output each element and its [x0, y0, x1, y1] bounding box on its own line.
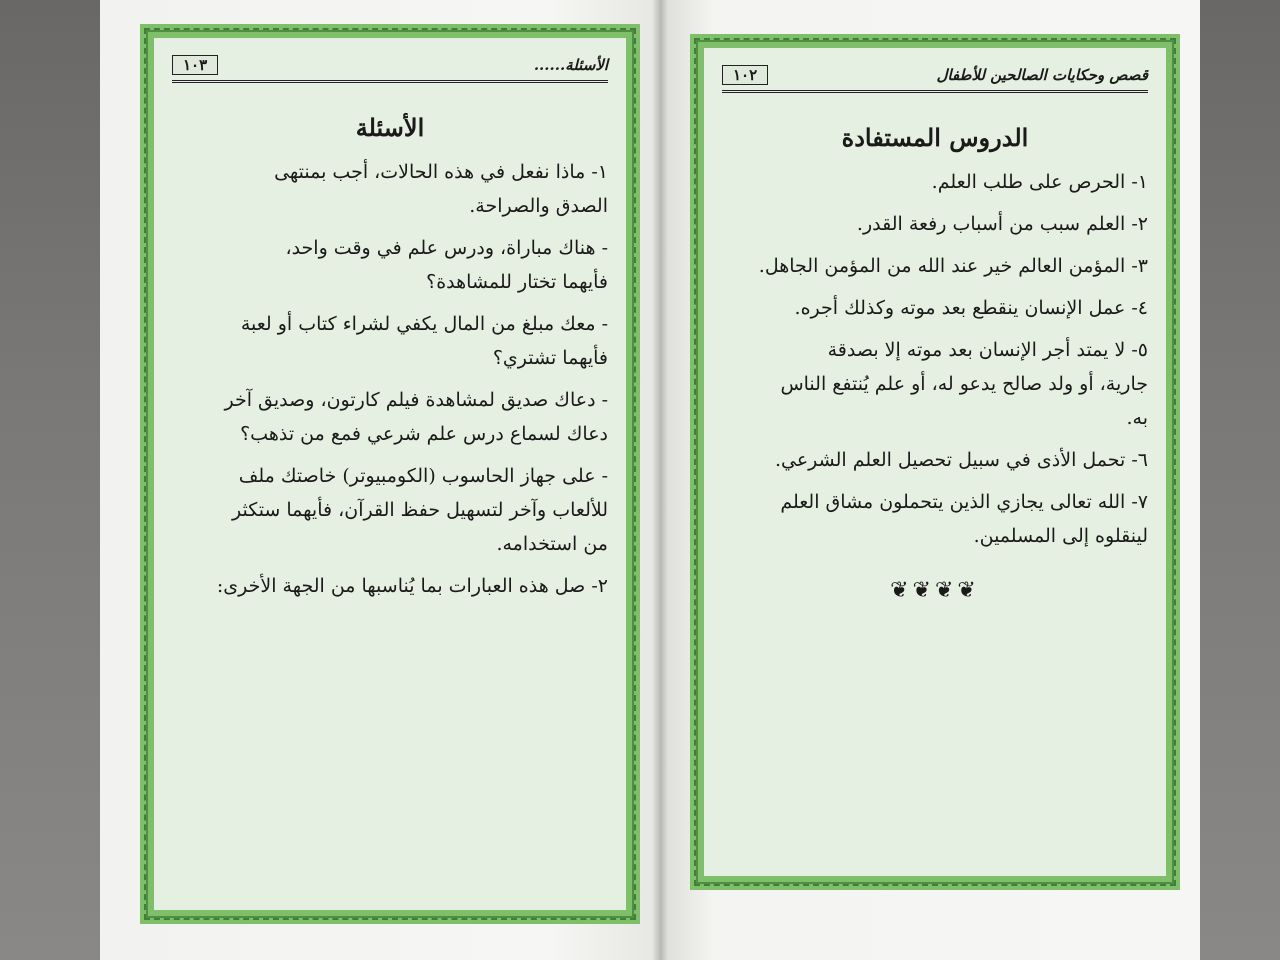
right-line: ٢- العلم سبب من أسباب رفعة القدر. — [856, 213, 1148, 235]
right-page-title: الدروس المستفادة — [841, 123, 1029, 152]
right-line: ٦- تحمل الأذى في سبيل تحصيل العلم الشرعي. — [774, 449, 1148, 471]
right-page-frame — [690, 34, 1180, 890]
left-line: للألعاب وآخر لتسهيل حفظ القرآن، فأيهما ستكثر — [231, 499, 608, 521]
right-line: جارية، أو ولد صالح يدعو له، أو علم يُنتفع الناس — [780, 373, 1148, 395]
right-line: ٣- المؤمن العالم خير عند الله من المؤمن الجاهل. — [758, 255, 1148, 277]
left-line: فأيهما تختار للمشاهدة؟ — [426, 271, 608, 293]
left-line: من استخدامه. — [496, 533, 608, 555]
right-line: ٤- عمل الإنسان ينقطع بعد موته وكذلك أجره. — [794, 297, 1148, 319]
left-line: - على جهاز الحاسوب (الكومبيوتر) خاصتك ملف — [238, 465, 608, 487]
right-line: ٧- الله تعالى يجازي الذين يتحملون مشاق العلم — [780, 491, 1148, 513]
left-line: - معك مبلغ من المال يكفي لشراء كتاب أو لعبة — [240, 313, 608, 335]
right-page-header — [722, 60, 1148, 93]
left-line: الصدق والصراحة. — [469, 195, 608, 217]
left-line: - هناك مباراة، ودرس علم في وقت واحد، — [285, 237, 608, 259]
left-line: دعاك لسماع درس علم شرعي فمع من تذهب؟ — [240, 423, 608, 445]
right-line: ٥- لا يمتد أجر الإنسان بعد موته إلا بصدقة — [827, 339, 1148, 361]
left-line: فأيهما تشتري؟ — [492, 347, 608, 369]
book-spine — [652, 0, 668, 960]
left-line: ١- ماذا نفعل في هذه الحالات، أجب بمنتهى — [274, 161, 608, 183]
left-line: - دعاك صديق لمشاهدة فيلم كارتون، وصديق آخر — [224, 389, 608, 411]
left-page — [172, 50, 608, 892]
right-line: لينقلوه إلى المسلمين. — [973, 525, 1148, 547]
right-page-number: ١٠٢ — [722, 65, 768, 85]
right-line: به. — [1126, 407, 1148, 429]
left-running-title: الأسئلة...... — [533, 56, 608, 74]
right-page — [722, 60, 1148, 858]
left-page-frame — [140, 24, 640, 924]
left-page-title: الأسئلة — [355, 113, 425, 142]
right-line: ١- الحرص على طلب العلم. — [931, 171, 1148, 193]
left-line: ٢- صل هذه العبارات بما يُناسبها من الجهة الأخرى: — [216, 575, 608, 597]
right-running-title: قصص وحكايات الصالحين للأطفال — [936, 66, 1148, 84]
heart-ornament-icon: ❦❦❦❦ — [890, 578, 980, 603]
left-page-number: ١٠٣ — [172, 55, 218, 75]
open-book — [100, 0, 1200, 960]
left-page-header — [172, 50, 608, 83]
